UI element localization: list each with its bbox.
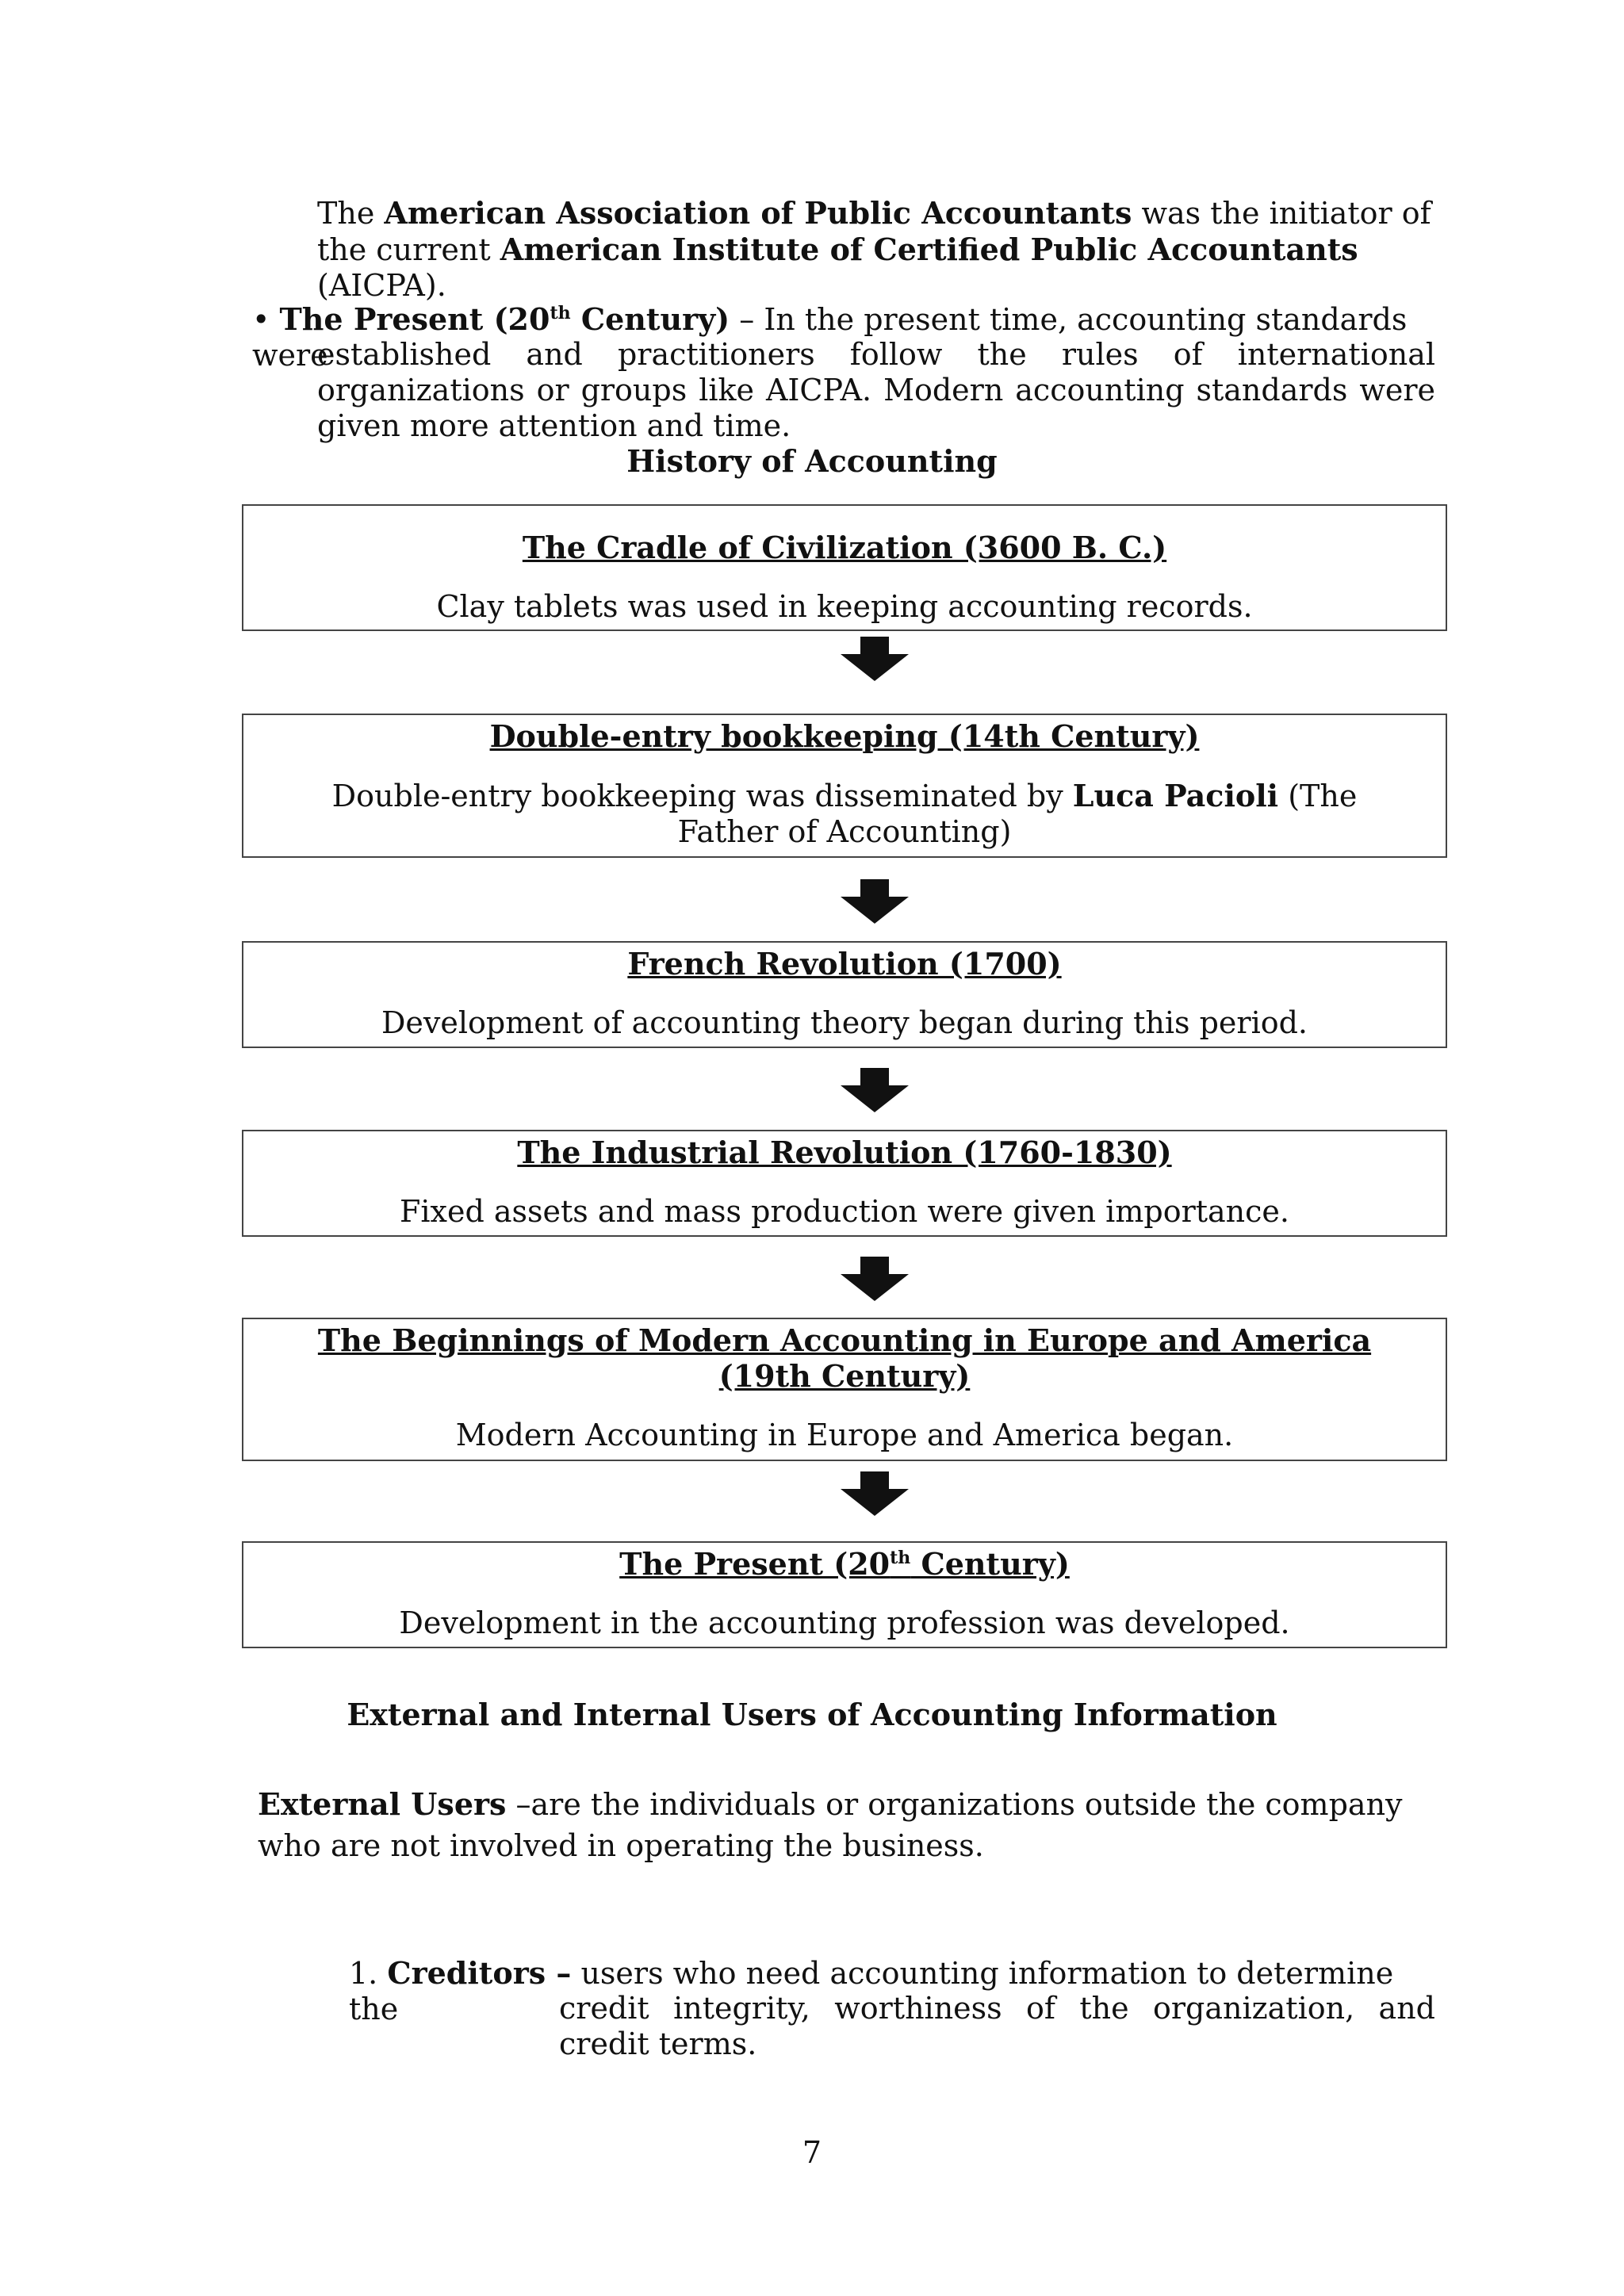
history-heading: History of Accounting — [626, 443, 998, 479]
down-arrow-icon — [841, 879, 909, 924]
flow-box-cradle — [242, 504, 1447, 631]
flow-box-title: The Present (20th Century) — [619, 1546, 1070, 1582]
intro-bold-aapa: American Association of Public Accountants — [384, 195, 1132, 231]
flow-box-present — [242, 1541, 1447, 1648]
flow-box-text: Fixed assets and mass production were given importance. — [400, 1194, 1289, 1229]
flow-box-title: Double-entry bookkeeping (14th Century) — [489, 718, 1200, 754]
present-bullet-label: The Present (20th Century) — [279, 301, 730, 337]
intro-text: (AICPA). — [317, 268, 446, 303]
flow-box-modern-accounting — [242, 1318, 1447, 1461]
intro-text: was the initiator of the current — [317, 196, 1431, 267]
external-users-paragraph — [258, 1784, 1435, 1866]
creditors-label: Creditors – — [387, 1955, 572, 1991]
flow-box-text: Development in the accounting profession was developed. — [399, 1605, 1290, 1640]
present-bullet-text: – In the present time, accounting standards were — [252, 302, 1408, 373]
intro-bold-aicpa: American Institute of Certified Public Accountants — [500, 232, 1358, 267]
flow-box-industrial-revolution — [242, 1130, 1447, 1237]
flow-box-double-entry — [242, 714, 1447, 858]
flow-box-title: The Beginnings of Modern Accounting in Europe and America (19th Century) — [317, 1322, 1372, 1394]
external-users-text: –are the individuals or organizations outside the company who are not involved in operating the business. — [258, 1787, 1403, 1863]
flow-box-text: Modern Accounting in Europe and America began. — [455, 1418, 1234, 1452]
flow-box-text: Clay tablets was used in keeping accounting records. — [436, 589, 1253, 624]
down-arrow-icon — [841, 1471, 909, 1516]
flow-box-french-revolution — [242, 941, 1447, 1048]
flow-box-text: Development of accounting theory began during this period. — [381, 1005, 1308, 1040]
intro-text: The — [317, 196, 385, 231]
down-arrow-icon — [841, 637, 909, 681]
present-bullet-continued: established and practitioners follow the rules of international organizations or groups like AICPA. Modern accounting standards were given more attention and time. — [317, 337, 1435, 443]
users-heading: External and Internal Users of Accounting Information — [347, 1697, 1277, 1732]
page-number: 7 — [802, 2135, 822, 2170]
flow-box-title: French Revolution (1700) — [627, 946, 1062, 982]
external-users-label: External Users — [258, 1786, 507, 1822]
flow-box-title: The Cradle of Civilization (3600 B. C.) — [522, 530, 1167, 565]
list-item-continued: credit integrity, worthiness of the organization, and credit terms. — [559, 1991, 1435, 2061]
intro-paragraph — [317, 195, 1435, 304]
flow-box-title: The Industrial Revolution (1760-1830) — [517, 1135, 1172, 1170]
down-arrow-icon — [841, 1257, 909, 1301]
luca-pacioli-name: Luca Pacioli — [1072, 778, 1279, 813]
flow-box-text: Double-entry bookkeeping was disseminated by Luca Pacioli (The Father of Accounting) — [331, 778, 1358, 849]
bullet-marker: • — [252, 302, 270, 337]
list-item-text: users who need accounting information to determine the — [349, 1956, 1394, 2026]
list-number: 1. — [349, 1956, 378, 1991]
down-arrow-icon — [841, 1068, 909, 1112]
